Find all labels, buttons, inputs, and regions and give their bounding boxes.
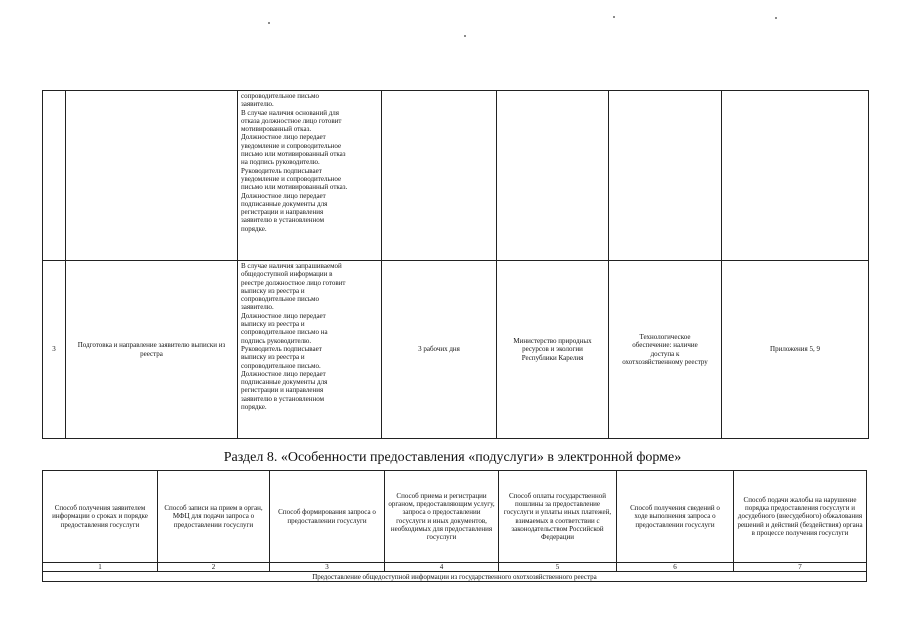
term-cell: 3 рабочих дня	[382, 261, 497, 439]
column-number: 4	[385, 563, 499, 572]
column-header: Способ приема и регистрации органом, предоставляющим услугу, запроса о предоставлении госуслуги и иных документов, необходимых для предоставления госуслуги	[385, 471, 499, 563]
forms-cell: Приложения 5, 9	[722, 261, 869, 439]
number-row	[43, 563, 867, 572]
column-number: 1	[43, 563, 158, 572]
column-number: 3	[270, 563, 385, 572]
column-header: Способ получения заявителем информации о сроках и порядке предоставления госуслуги	[43, 471, 158, 563]
table-cell	[66, 91, 238, 261]
scan-speck	[775, 17, 777, 19]
table-cell	[497, 91, 609, 261]
row-number: 3	[43, 261, 66, 439]
table-row	[43, 261, 869, 439]
table-cell	[43, 91, 66, 261]
column-number: 7	[734, 563, 867, 572]
resources-cell: Технологическое обеспечение: наличие доступа к охотхозяйственному реестру	[609, 261, 722, 439]
subservice-name: Предоставление общедоступной информации из государственного охотхозяйственного реестра	[43, 572, 867, 582]
column-number: 5	[499, 563, 617, 572]
procedure-cell: сопроводительное письмо заявителю. В случае наличия оснований для отказа должностное лицо готовит мотивированный отказ. Должностное лицо передает уведомление и сопроводительное письмо или мотивированный отказ на подпись руководителю. Руководитель подписывает уведомление и сопроводительное письмо или мотивированный отказ. Должностное лицо передает подписанные документы для регистрации и направления заявителю в установленном порядке.	[238, 91, 382, 261]
process-table	[42, 90, 869, 439]
procedure-cell: В случае наличия запрашиваемой общедоступной информации в реестре должностное лицо готовит выписку из реестра и сопроводительное письмо заявителю. Должностное лицо передает выписку из реестра и сопроводительное письмо на подпись руководителю. Руководитель подписывает выписку из реестра и сопроводительное письмо. Должностное лицо передает подписанные документы для регистрации и направления заявителю в установленном порядке.	[238, 261, 382, 439]
executor-cell: Министерство природных ресурсов и экологии Республики Карелия	[497, 261, 609, 439]
scan-speck	[268, 22, 270, 24]
table-cell	[722, 91, 869, 261]
procedure-name: Подготовка и направление заявителю выписки из реестра	[66, 261, 238, 439]
column-number: 6	[617, 563, 734, 572]
column-header: Способ оплаты государственной пошлины за предоставление госуслуги и уплаты иных платежей, взимаемых в соответствии с законодательством Российской Федерации	[499, 471, 617, 563]
header-row	[43, 471, 867, 563]
subservice-row	[43, 572, 867, 582]
section-title: Раздел 8. «Особенности предоставления «подуслуги» в электронной форме»	[223, 450, 682, 465]
column-number: 2	[158, 563, 270, 572]
column-header: Способ получения сведений о ходе выполнения запроса о предоставлении госуслуги	[617, 471, 734, 563]
scan-speck	[464, 35, 466, 37]
column-header: Способ формирования запроса о предоставлении госуслуги	[270, 471, 385, 563]
table-cell	[382, 91, 497, 261]
scan-speck	[613, 16, 615, 18]
table-row	[43, 91, 869, 261]
column-header: Способ подачи жалобы на нарушение порядка предоставления госуслуги и досудебного (внесудебного) обжалования решений и действий (бездействия) органа в процессе получения госуслуги	[734, 471, 867, 563]
electronic-form-table	[42, 470, 867, 582]
table-cell	[609, 91, 722, 261]
column-header: Способ записи на прием в орган, МФЦ для подачи запроса о предоставлении госуслуги	[158, 471, 270, 563]
